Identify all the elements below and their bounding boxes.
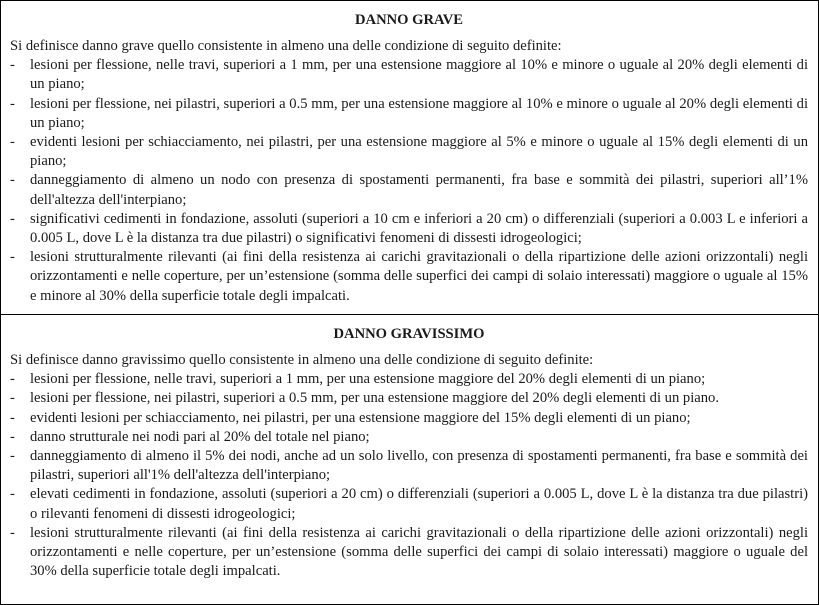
section-title: DANNO GRAVE bbox=[355, 12, 463, 28]
section-title: DANNO GRAVISSIMO bbox=[333, 326, 485, 342]
list-item: - danneggiamento di almeno il 5% dei nodi, anche ad un solo livello, con presenza di spostamenti permanenti, fra base e sommità dei pilastri, superiori all'1% dell'altezza dell'interpiano; bbox=[10, 448, 808, 484]
section-danno-gravissimo bbox=[1, 314, 818, 603]
criteria-list bbox=[10, 56, 808, 306]
section-intro: Si definisce danno gravissimo quello consistente in almeno una delle condizione di seguito definite: bbox=[10, 352, 594, 368]
list-item: - significativi cedimenti in fondazione, assoluti (superiori a 10 cm e inferiori a 20 cm) o differenziali (superiori a 0.003 L e inferiori a 0.005 L, dove L è la distanza tra due pilastri) o significativi fenomeni di dissesti idrogeologici; bbox=[10, 210, 808, 247]
list-item: - lesioni strutturalmente rilevanti (ai fini della resistenza ai carichi gravitazionali o della ripartizione delle azioni orizzontali) negli orizzontamenti e nelle coperture, per un’estensione (somma delle superfici dei campi di solaio interessati) maggiore o uguale del 30% della superficie totale degli impalcati. bbox=[10, 524, 808, 580]
criteria-list bbox=[10, 370, 808, 581]
list-item: - evidenti lesioni per schiacciamento, nei pilastri, per una estensione maggiore al 5% e minore o uguale al 15% degli elementi di un piano; bbox=[10, 134, 808, 170]
list-item: - elevati cedimenti in fondazione, assoluti (superiori a 20 cm) o differenziali (superiori a 0.005 L, dove L è la distanza tra due pilastri) o rilevanti fenomeni di dissesti idrogeologici; bbox=[10, 486, 808, 522]
list-item: - danneggiamento di almeno un nodo con presenza di spostamenti permanenti, fra base e sommità dei pilastri, superiori all’1% dell'altezza dell'interpiano; bbox=[10, 172, 808, 208]
list-item: - lesioni per flessione, nelle travi, superiori a 1 mm, per una estensione maggiore al 10% e minore o uguale al 20% degli elementi di un piano; bbox=[10, 57, 808, 93]
section-danno-grave bbox=[1, 1, 818, 314]
list-item: - danno strutturale nei nodi pari al 20% del totale nel piano; bbox=[10, 428, 370, 445]
list-item: - evidenti lesioni per schiacciamento, nei pilastri, per una estensione maggiore del 15% degli elementi di un piano; bbox=[10, 409, 691, 426]
list-item: - lesioni per flessione, nelle travi, superiori a 1 mm, per una estensione maggiore del 20% degli elementi di un piano; bbox=[10, 371, 706, 388]
section-intro: Si definisce danno grave quello consistente in almeno una delle condizione di seguito definite: bbox=[10, 38, 562, 54]
list-item: - lesioni per flessione, nei pilastri, superiori a 0.5 mm, per una estensione maggiore del 20% degli elementi di un piano. bbox=[10, 390, 719, 407]
list-item: - lesioni strutturalmente rilevanti (ai fini della resistenza ai carichi gravitazionali o della ripartizione delle azioni orizzontali) negli orizzontamenti e nelle coperture, per un’estensione (somma delle superfici dei campi di solaio interessati) maggiore o uguale al 15% e minore al 30% della superficie totale degli impalcati. bbox=[10, 249, 808, 304]
list-item: - lesioni per flessione, nei pilastri, superiori a 0.5 mm, per una estensione maggiore al 10% e minore o uguale al 20% degli elementi di un piano; bbox=[10, 95, 808, 131]
